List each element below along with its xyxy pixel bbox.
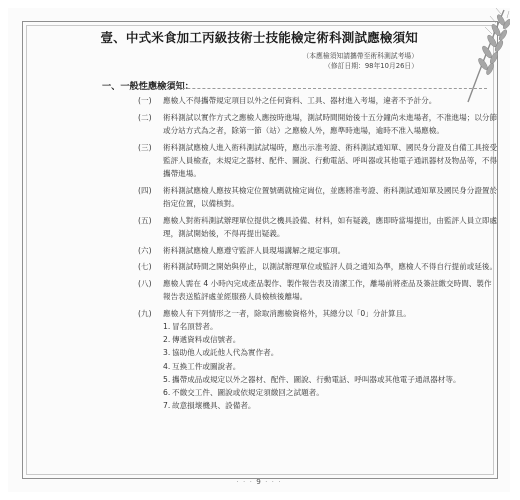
- rule-number: ( 三 ): [138, 141, 152, 154]
- rule-item: [138, 94, 498, 107]
- subitem-text: 傳遞資料或信號者。: [172, 335, 241, 345]
- rule-text: 術科測試時間之開始與停止，以測試辦理單位或監評人員之通知為準，應檢人不得自行提前或延後。: [163, 262, 498, 272]
- rule-item: [138, 244, 498, 257]
- rule-item: [138, 111, 498, 137]
- rule-item: [138, 277, 498, 303]
- page-number: 9: [256, 477, 262, 486]
- revision-date: （修訂日期：98年10月26日）: [324, 62, 418, 70]
- subitem: [163, 320, 498, 333]
- rule-number: ( 四 ): [138, 184, 152, 197]
- rule-item: [138, 260, 498, 273]
- subitem: [163, 386, 498, 399]
- footer-dots-right: · · ·: [265, 477, 282, 486]
- subitem-number: 3 .: [163, 346, 170, 359]
- rule-number: ( 九 ): [138, 307, 152, 320]
- rule-item: [138, 141, 498, 181]
- rule-text: 應檢人需在 4 小時內完成產品製作、製作報告表及清潔工作，離場前將產品及簽註繳交時間、製作報告表送監評處並經服務人員檢核後離場。: [163, 278, 492, 302]
- subitem: [163, 399, 498, 412]
- section-divider: [132, 88, 487, 89]
- rule-number: ( 六 ): [138, 244, 152, 257]
- subitem-list: [163, 320, 498, 412]
- rule-number: ( 一 ): [138, 94, 152, 107]
- rule-text: 術科測試以實作方式之應檢人應按時進場，測試時間開始後十五分鐘尚未進場者，不准進場；以分節或分站方式為之者，除第一節（站）之應檢人外，應準時進場，逾時不准入場應檢。: [163, 112, 498, 135]
- subitem: [163, 346, 498, 359]
- rule-item: [138, 184, 498, 210]
- subitem: [163, 333, 498, 346]
- footer-dots-left: · · ·: [236, 477, 253, 486]
- subitem-number: 7 .: [163, 399, 170, 412]
- rule-text: 術科測試應檢人應按其檢定位置號碼就檢定崗位，並應將准考證、術科測試通知單及國民身分證置於指定位置，以備核對。: [163, 185, 498, 208]
- rule-text: 術科測試應檢人進入術科測試試場時，應出示准考證、術科測試通知單、國民身分證及自備工具接受監評人員檢查，未規定之器材、配件、圖說、行動電話、呼叫器或其他電子通訊器材及物品等，不得攜帶進場。: [163, 142, 498, 179]
- subitem-text: 冒名頂替者。: [172, 322, 218, 332]
- rule-text: 術科測試應檢人應遵守監評人員現場講解之規定事項。: [163, 245, 346, 255]
- rule-number: ( 五 ): [138, 214, 152, 227]
- rule-number: ( 二 ): [138, 111, 152, 124]
- rule-number: ( 七 ): [138, 260, 152, 273]
- subitem-text: 故意損壞機具、設備者。: [172, 401, 256, 411]
- subitem-text: 互換工件或圖說者。: [172, 361, 241, 371]
- subitem-number: 5 .: [163, 373, 170, 386]
- rule-item: [138, 214, 498, 240]
- rule-text: 應檢人有下列情形之一者，除取消應檢資格外，其總分以「0」分計算且。: [163, 308, 411, 318]
- subitem-number: 6 .: [163, 386, 170, 399]
- section-heading: 一、一般性應檢須知：: [102, 81, 194, 92]
- rule-number: ( 八 ): [138, 277, 152, 290]
- subtitle-note: （本應檢須知請攜帶至術科測試考場）: [302, 52, 418, 60]
- rule-text: 應檢人不得攜帶規定項目以外之任何資料、工具、器材進入考場，違者不予計分。: [163, 96, 437, 105]
- subitem-number: 4 .: [163, 360, 170, 373]
- subitem-number: 1 .: [163, 320, 170, 333]
- document-title: 壹、中式米食加工丙級技術士技能檢定術科測試應檢須知: [100, 30, 418, 45]
- subitem-text: 協助他人或託他人代為實作者。: [172, 348, 279, 358]
- subitem-text: 不繳交工件、圖說或依規定須繳回之試題者。: [172, 388, 324, 398]
- subitem-text: 攜帶成品或規定以外之器材、配件、圖說、行動電話、呼叫器或其他電子通訊器材等。: [172, 374, 461, 384]
- page-footer: [8, 477, 510, 486]
- rules-list: [138, 94, 498, 416]
- wheat-ear-icon: [446, 8, 510, 104]
- subitem: [163, 373, 498, 386]
- rule-text: 應檢人對術科測試辦理單位提供之機具設備、材料，如有疑義，應即時當場提出，由監評人員立即處理，測試開始後，不得再提出疑義。: [163, 215, 498, 238]
- subitem-number: 2 .: [163, 333, 170, 346]
- rule-item: [138, 307, 498, 413]
- subitem: [163, 360, 498, 373]
- document-page: [8, 8, 510, 492]
